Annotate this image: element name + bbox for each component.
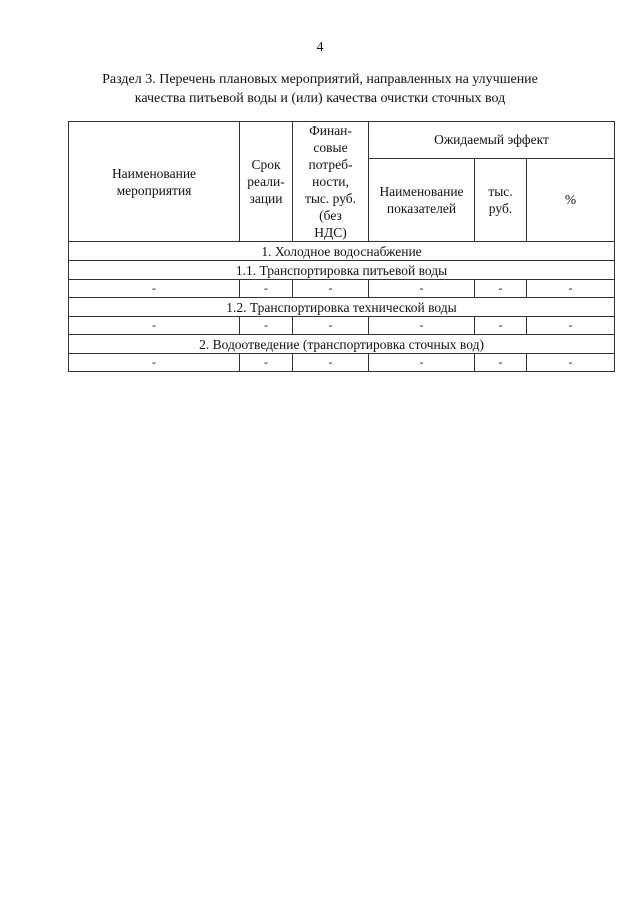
header-row-1 bbox=[69, 122, 615, 159]
page-number: 4 bbox=[316, 40, 324, 55]
table-cell: - bbox=[369, 317, 475, 335]
table-row bbox=[69, 317, 615, 335]
table-cell: - bbox=[69, 354, 240, 372]
section-technical-water-transport: 1.2. Транспортировка технической воды bbox=[69, 298, 615, 317]
section-row bbox=[69, 242, 615, 261]
header-term: Срок реали- зации bbox=[240, 122, 293, 242]
section-cold-water: 1. Холодное водоснабжение bbox=[69, 242, 615, 261]
table-cell: - bbox=[69, 280, 240, 298]
section-wastewater: 2. Водоотведение (транспортировка сточных вод) bbox=[69, 335, 615, 354]
header-percent: % bbox=[527, 158, 615, 241]
header-indicators: Наименование показателей bbox=[369, 158, 475, 241]
header-expected-effect: Ожидаемый эффект bbox=[369, 122, 615, 159]
table-cell: - bbox=[475, 280, 527, 298]
table-cell: - bbox=[293, 354, 369, 372]
header-measure-name: Наименование мероприятия bbox=[69, 122, 240, 242]
section-title bbox=[0, 70, 640, 108]
table-cell: - bbox=[240, 280, 293, 298]
section-row bbox=[69, 261, 615, 280]
section-drinking-water-transport: 1.1. Транспортировка питьевой воды bbox=[69, 261, 615, 280]
table-cell: - bbox=[293, 317, 369, 335]
table-cell: - bbox=[527, 317, 615, 335]
section-title-line-2: качества питьевой воды и (или) качества очистки сточных вод bbox=[134, 91, 506, 106]
table-cell: - bbox=[293, 280, 369, 298]
table-cell: - bbox=[240, 317, 293, 335]
measures-table bbox=[68, 121, 615, 372]
table-cell: - bbox=[69, 317, 240, 335]
table-cell: - bbox=[369, 354, 475, 372]
table-cell: - bbox=[369, 280, 475, 298]
table-cell: - bbox=[527, 280, 615, 298]
table-cell: - bbox=[240, 354, 293, 372]
section-row bbox=[69, 335, 615, 354]
header-thousand-rub: тыс. руб. bbox=[475, 158, 527, 241]
section-title-line-1: Раздел 3. Перечень плановых мероприятий, направленных на улучшение bbox=[102, 72, 538, 87]
table-row bbox=[69, 280, 615, 298]
table-cell: - bbox=[475, 354, 527, 372]
table-cell: - bbox=[527, 354, 615, 372]
header-finance: Финан- совые потреб- ности, тыс. руб. (без НДС) bbox=[293, 122, 369, 242]
table-row bbox=[69, 354, 615, 372]
table-cell: - bbox=[475, 317, 527, 335]
section-row bbox=[69, 298, 615, 317]
